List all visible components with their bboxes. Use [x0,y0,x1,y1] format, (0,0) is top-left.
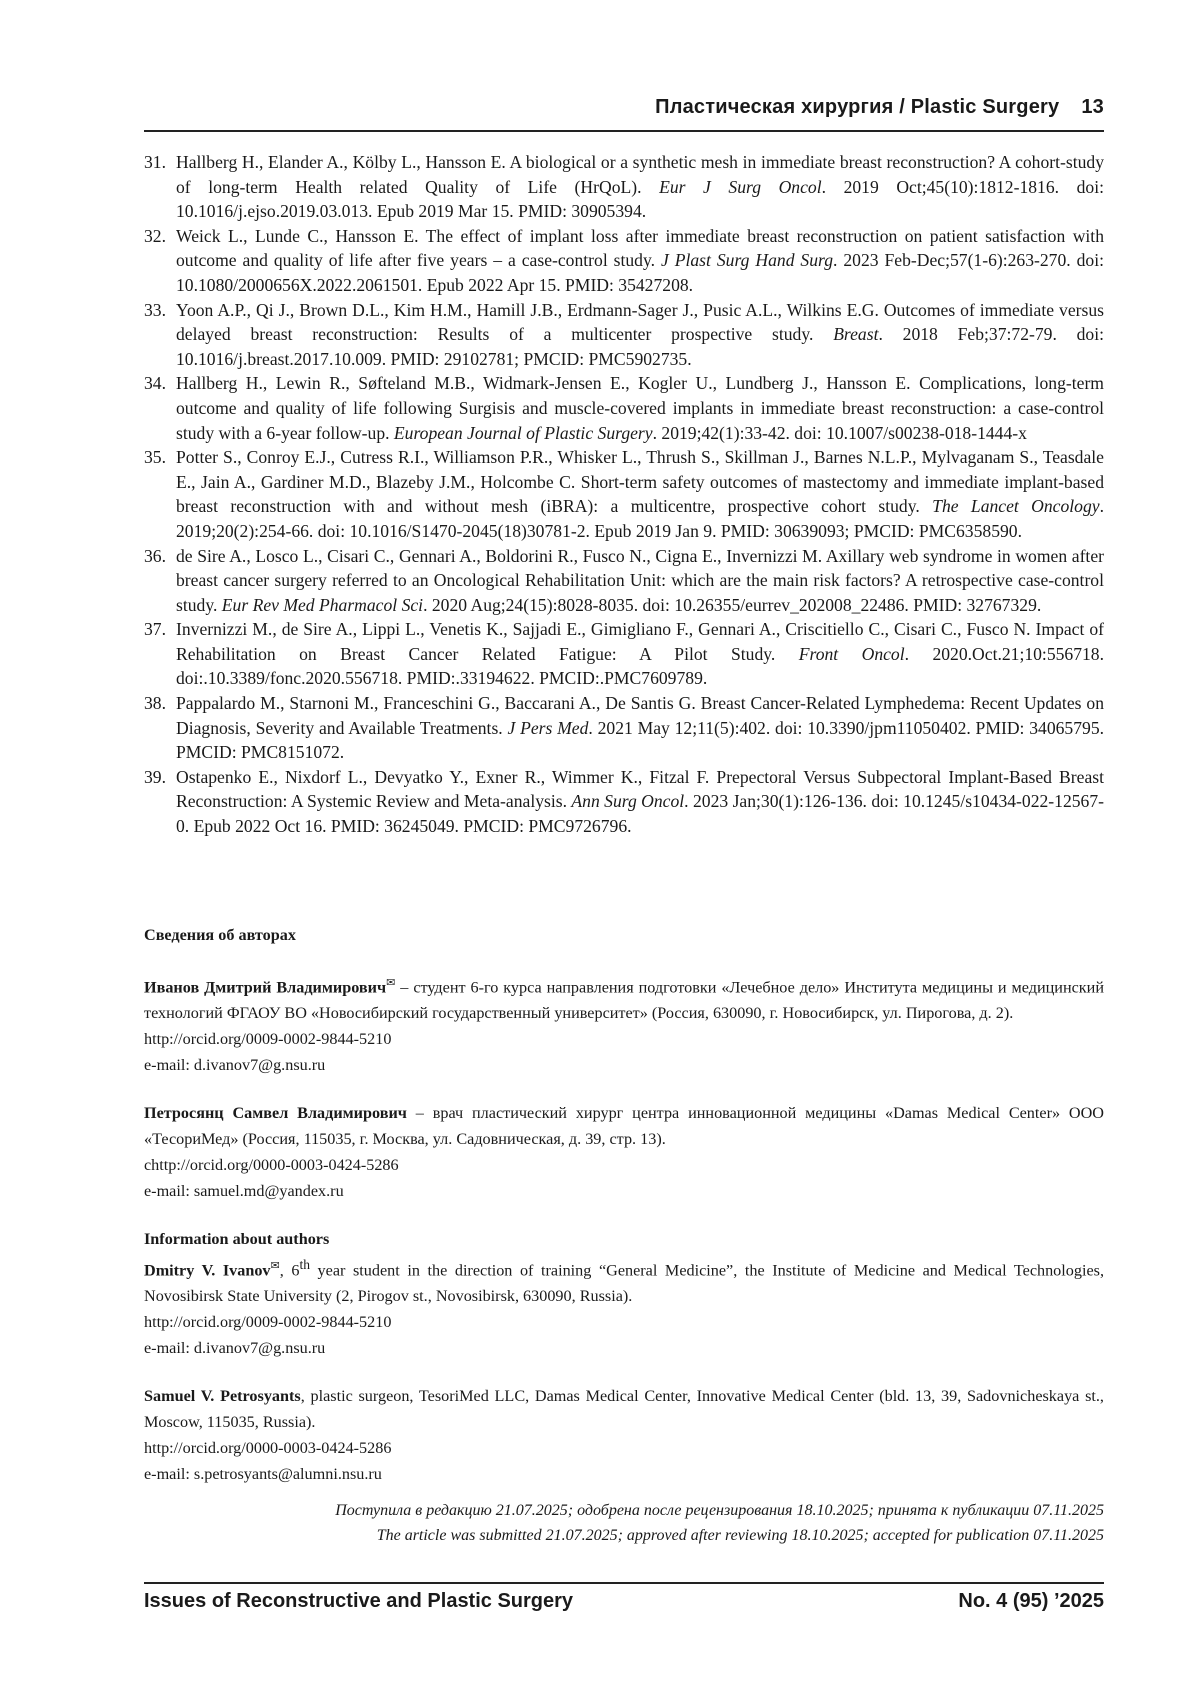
author-ru-2-bio: Петросянц Самвел Владимирович – врач пластический хирург центра инновационной медицины «Damas Medical Center» ООО «ТесориМед» (Россия, 115035, г. Москва, ул. Садовническая, д. 39, стр. 13). [144,1104,1104,1149]
footer-issue: No. 4 (95) ’2025 [958,1590,1104,1612]
reference-item: 35. Potter S., Conroy E.J., Cutress R.I., Williamson P.R., Whisker L., Thrush S., Skillman J., Barnes N.L.P., Mylvaganam S., Teasdale E., Jain A., Gardiner M.D., Blazeby J.M., Holcombe C. Short-term safety outcomes of mastectomy and immediate implant-based breast reconstruction with and without mesh (iBRA): a multicentre, prospective cohort study. The Lancet Oncology. 2019;20(2):254-66. doi: 10.1016/S1470-2045(18)30781-2. Epub 2019 Jan 9. PMID: 30639093; PMCID: PMC6358590. [144,447,1104,541]
author-ru-1-orcid[interactable]: http://orcid.org/0009-0002-9844-5210 [144,1030,392,1049]
author-en-2-orcid[interactable]: http://orcid.org/0000-0003-0424-5286 [144,1439,392,1458]
footer-journal: Issues of Reconstructive and Plastic Surgery [144,1590,574,1612]
mail-icon: ✉ [270,1260,280,1272]
submission-dates [144,1498,1104,1548]
reference-item: 31. Hallberg H., Elander A., Kölby L., Hansson E. A biological or a synthetic mesh in immediate breast reconstruction? A cohort-study of long-term Health related Quality of Life (HrQoL). Eur J Surg Oncol. 2019 Oct;45(10):1812-1816. doi: 10.1016/j.ejso.2019.03.013. Epub 2019 Mar 15. PMID: 30905394. [144,152,1104,222]
reference-item: 38. Pappalardo M., Starnoni M., Franceschini G., Baccarani A., De Santis G. Breast Cancer-Related Lymphedema: Recent Updates on Diagnosis, Severity and Available Treatments. J Pers Med. 2021 May 12;11(5):402. doi: 10.3390/jpm11050402. PMID: 34065795. PMCID: PMC8151072. [144,693,1105,763]
running-footer [144,1590,1104,1613]
authors-en-heading: Information about authors [144,1230,330,1248]
authors-en-section [144,1226,1104,1487]
author-en-2-bio: Samuel V. Petrosyants, plastic surgeon, TesoriMed LLC, Damas Medical Center, Innovative Medical Center (bld. 13, 39, Sadovnicheskaya st., Moscow, 115035, Russia). [144,1387,1104,1432]
reference-item: 34. Hallberg H., Lewin R., Søfteland M.B., Widmark-Jensen E., Kogler U., Lundberg J., Hansson E. Complications, long-term outcome and quality of life following Surgisis and muscle-covered implants in immediate breast reconstruction: a case-control study with a 6-year follow-up. European Journal of Plastic Surgery. 2019;42(1):33-42. doi: 10.1007/s00238-018-1444-x [144,373,1104,443]
author-en-2-email[interactable]: e-mail: s.petrosyants@alumni.nsu.ru [144,1465,382,1484]
author-en-1-bio: Dmitry V. Ivanov✉, 6th year student in the direction of training “General Medicine”, the Institute of Medicine and Medical Technologies, Novosibirsk State University (2, Pirogov st., Novosibirsk, 630090, Russia). [144,1257,1104,1306]
dates-ru: Поступила в редакцию 21.07.2025; одобрена после рецензирования 18.10.2025; принята к публикации 07.11.2025 [335,1502,1104,1519]
reference-item: 32. Weick L., Lunde C., Hansson E. The effect of implant loss after immediate breast reconstruction on patient satisfaction with outcome and quality of life after five years – a case-control study. J Plast Surg Hand Surg. 2023 Feb-Dec;57(1-6):263-270. doi: 10.1080/2000656X.2022.2061501. Epub 2022 Apr 15. PMID: 35427208. [144,225,1104,295]
authors-ru-heading: Сведения об авторах [144,926,296,944]
author-ru-2-orcid[interactable]: chttp://orcid.org/0000-0003-0424-5286 [144,1156,399,1175]
footer-rule [144,1582,1104,1584]
reference-item: 37. Invernizzi M., de Sire A., Lippi L., Venetis K., Sajjadi E., Gimigliano F., Gennari A., Criscitiello C., Cisari C., Fusco N. Impact of Rehabilitation on Breast Cancer Related Fatigue: A Pilot Study. Front Oncol. 2020.Oct.21;10:556718. doi:.10.3389/fonc.2020.556718. PMID:.33194622. PMCID:.PMC7609789. [144,619,1104,689]
mail-icon: ✉ [386,977,396,989]
author-en-1-email[interactable]: e-mail: d.ivanov7@g.nsu.ru [144,1339,326,1358]
author-en-1-orcid[interactable]: http://orcid.org/0009-0002-9844-5210 [144,1313,392,1332]
author-ru-2-email[interactable]: e-mail: samuel.md@yandex.ru [144,1182,344,1201]
dates-en: The article was submitted 21.07.2025; approved after reviewing 18.10.2025; accepted for publication 07.11.2025 [376,1527,1104,1544]
reference-list [144,150,1104,839]
running-header [144,96,1104,119]
reference-item: 39. Ostapenko E., Nixdorf L., Devyatko Y., Exner R., Wimmer K., Fitzal F. Prepectoral Versus Subpectoral Implant-Based Breast Reconstruction: A Systemic Review and Meta-analysis. Ann Surg Oncol. 2023 Jan;30(1):126-136. doi: 10.1245/s10434-022-12567-0. Epub 2022 Oct 16. PMID: 36245049. PMCID: PMC9726796. [144,766,1104,837]
page-number: 13 [1081,96,1104,118]
header-title: Пластическая хирургия / Plastic Surgery [655,96,1060,118]
author-ru-1-email[interactable]: e-mail: d.ivanov7@g.nsu.ru [144,1056,326,1075]
authors-ru-section [144,922,1104,1204]
reference-item: 33. Yoon A.P., Qi J., Brown D.L., Kim H.M., Hamill J.B., Erdmann-Sager J., Pusic A.L., Wilkins E.G. Outcomes of immediate versus delayed breast reconstruction: Results of a multicenter prospective study. Breast. 2018 Feb;37:72-79. doi: 10.1016/j.breast.2017.10.009. PMID: 29102781; PMCID: PMC5902735. [144,299,1105,369]
header-rule [144,130,1104,132]
reference-item: 36. de Sire A., Losco L., Cisari C., Gennari A., Boldorini R., Fusco N., Cigna E., Invernizzi M. Axillary web syndrome in women after breast cancer surgery referred to an Oncological Rehabilitation Unit: which are the main risk factors? A retrospective case-control study. Eur Rev Med Pharmacol Sci. 2020 Aug;24(15):8028-8035. doi: 10.26355/eurrev_202008_22486. PMID: 32767329. [144,545,1104,615]
author-ru-1-bio: Иванов Дмитрий Владимирович✉ – студент 6-го курса направления подготовки «Лечебное дело» Института медицины и медицинский технологий ФГАОУ ВО «Новосибирский государственный университет» (Россия, 630090, г. Новосибирск, ул. Пирогова, д. 2). [144,977,1104,1023]
